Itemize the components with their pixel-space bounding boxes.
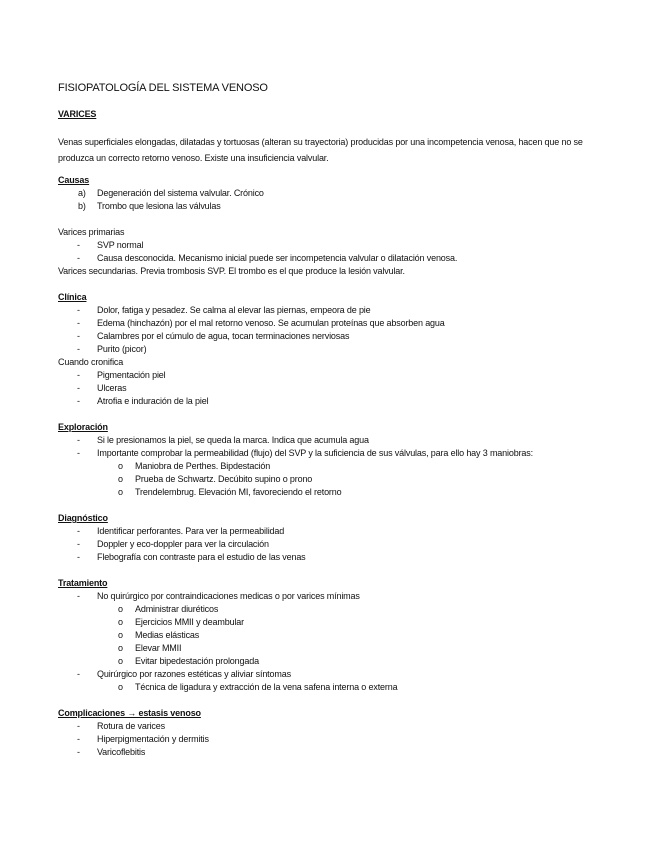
list-item-text: No quirúrgico por contraindicaciones medicas o por varices mínimas: [97, 591, 360, 601]
list-item-text: Evitar bipedestación prolongada: [135, 656, 259, 666]
list-marker: o: [118, 604, 123, 614]
list-item: [58, 187, 598, 200]
list-item: [58, 343, 598, 356]
section: [58, 174, 598, 213]
section: [58, 421, 598, 499]
list-marker: -: [77, 721, 80, 731]
list-item-text: Técnica de ligadura y extracción de la vena safena interna o externa: [135, 682, 398, 692]
list-item: [58, 525, 598, 538]
section: [58, 577, 598, 694]
list-item-text: Atrofia e induración de la piel: [97, 396, 209, 406]
list-marker: -: [77, 331, 80, 341]
list-item: [58, 590, 598, 603]
list-item-text: Dolor, fatiga y pesadez. Se calma al elevar las piernas, empeora de pie: [97, 305, 371, 315]
section-heading: Diagnóstico: [58, 513, 108, 523]
list-item: [58, 733, 598, 746]
list-marker: -: [77, 435, 80, 445]
list-item-text: Calambres por el cúmulo de agua, tocan terminaciones nerviosas: [97, 331, 350, 341]
section-heading: Exploración: [58, 422, 108, 432]
list-item-text: Pigmentación piel: [97, 370, 166, 380]
list-marker: o: [118, 474, 123, 484]
intro-paragraph: Venas superficiales elongadas, dilatadas y tortuosas (alteran su trayectoria) producidas por una incompetencia venosa, hacen que no se produzca un correcto retorno venoso. Existe una insuficiencia valvular.: [58, 137, 583, 163]
list-item: [58, 746, 598, 759]
section: [58, 226, 598, 278]
list-item: [58, 668, 598, 681]
sections: [58, 174, 598, 759]
list-marker: -: [77, 734, 80, 744]
list-item: [58, 551, 598, 564]
list-item: [58, 369, 598, 382]
list-item-text: Si le presionamos la piel, se queda la marca. Indica que acumula agua: [97, 435, 369, 445]
list-marker: -: [77, 539, 80, 549]
list-item-text: Trombo que lesiona las válvulas: [97, 201, 221, 211]
list-item: [58, 655, 598, 668]
list-item: [58, 330, 598, 343]
list-item-text: Doppler y eco-doppler para ver la circulación: [97, 539, 269, 549]
list-marker: o: [118, 630, 123, 640]
list-item-text: Quirúrgico por razones estéticas y aliviar síntomas: [97, 669, 291, 679]
list-marker: b): [78, 201, 86, 211]
list-item-text: Trendelembrug. Elevación MI, favoreciendo el retorno: [135, 487, 342, 497]
list-marker: -: [77, 370, 80, 380]
list-marker: -: [77, 253, 80, 263]
list-item-text: Ulceras: [97, 383, 127, 393]
list-item: [58, 603, 598, 616]
section-heading: Complicaciones → estasis venoso: [58, 708, 201, 718]
list-marker: -: [77, 305, 80, 315]
list-item: [58, 486, 598, 499]
list-marker: -: [77, 747, 80, 757]
list-item: [58, 200, 598, 213]
list-item: [58, 356, 598, 369]
list-item-text: Elevar MMII: [135, 643, 182, 653]
list-marker: -: [77, 344, 80, 354]
section-heading: Tratamiento: [58, 578, 108, 588]
list-item-text: Purito (picor): [97, 344, 147, 354]
list-item: [58, 265, 598, 278]
list-item-text: Varicoflebitis: [97, 747, 146, 757]
list-marker: -: [77, 396, 80, 406]
list-item-text: Causa desconocida. Mecanismo inicial puede ser incompetencia valvular o dilatación venosa.: [97, 253, 458, 263]
list-item: [58, 720, 598, 733]
list-item-text: Degeneración del sistema valvular. Crónico: [97, 188, 264, 198]
section-heading: Causas: [58, 175, 90, 185]
section: [58, 707, 598, 759]
list-marker: o: [118, 461, 123, 471]
list-item-text: Medias elásticas: [135, 630, 200, 640]
list-marker: o: [118, 656, 123, 666]
list-marker: o: [118, 682, 123, 692]
list-item: [58, 395, 598, 408]
section-title: VARICES: [58, 109, 97, 119]
section-label: Varices primarias: [58, 227, 125, 237]
list-item-text: Flebografía con contraste para el estudio de las venas: [97, 552, 306, 562]
document-title: FISIOPATOLOGÍA DEL SISTEMA VENOSO: [58, 82, 268, 94]
list-marker: -: [77, 448, 80, 458]
list-item: [58, 382, 598, 395]
list-item-text: Ejercicios MMII y deambular: [135, 617, 244, 627]
list-item: [58, 642, 598, 655]
section: [58, 512, 598, 564]
section-heading: Clínica: [58, 292, 87, 302]
document-page: [58, 80, 598, 759]
list-marker: -: [77, 591, 80, 601]
list-item: [58, 538, 598, 551]
list-item: [58, 252, 598, 265]
list-item-text: Maniobra de Perthes. Bipdestación: [135, 461, 271, 471]
list-marker: o: [118, 487, 123, 497]
list-item: [58, 447, 598, 460]
list-marker: -: [77, 383, 80, 393]
list-marker: -: [77, 552, 80, 562]
list-item-text: SVP normal: [97, 240, 144, 250]
list-item-text: Varices secundarias. Previa trombosis SVP. El trombo es el que produce la lesión valvular.: [58, 266, 405, 276]
list-item: [58, 460, 598, 473]
list-item: [58, 304, 598, 317]
list-item-text: Edema (hinchazón) por el mal retorno venoso. Se acumulan proteínas que absorben agua: [97, 318, 445, 328]
list-item-text: Administrar diuréticos: [135, 604, 219, 614]
list-marker: o: [118, 617, 123, 627]
list-item: [58, 681, 598, 694]
list-item: [58, 239, 598, 252]
section: [58, 291, 598, 408]
list-item: [58, 616, 598, 629]
list-marker: -: [77, 669, 80, 679]
list-item: [58, 317, 598, 330]
list-marker: -: [77, 240, 80, 250]
list-marker: a): [78, 188, 86, 198]
list-item-text: Hiperpigmentación y dermitis: [97, 734, 209, 744]
list-item: [58, 629, 598, 642]
list-marker: -: [77, 526, 80, 536]
list-item-text: Cuando cronifica: [58, 357, 124, 367]
list-item-text: Importante comprobar la permeabilidad (flujo) del SVP y la suficiencia de sus válvulas, para ello hay 3 maniobras:: [97, 448, 533, 458]
list-item: [58, 434, 598, 447]
list-item-text: Identificar perforantes. Para ver la permeabilidad: [97, 526, 285, 536]
list-marker: -: [77, 318, 80, 328]
list-item-text: Rotura de varices: [97, 721, 165, 731]
list-item: [58, 473, 598, 486]
list-item-text: Prueba de Schwartz. Decúbito supino o prono: [135, 474, 313, 484]
list-marker: o: [118, 643, 123, 653]
